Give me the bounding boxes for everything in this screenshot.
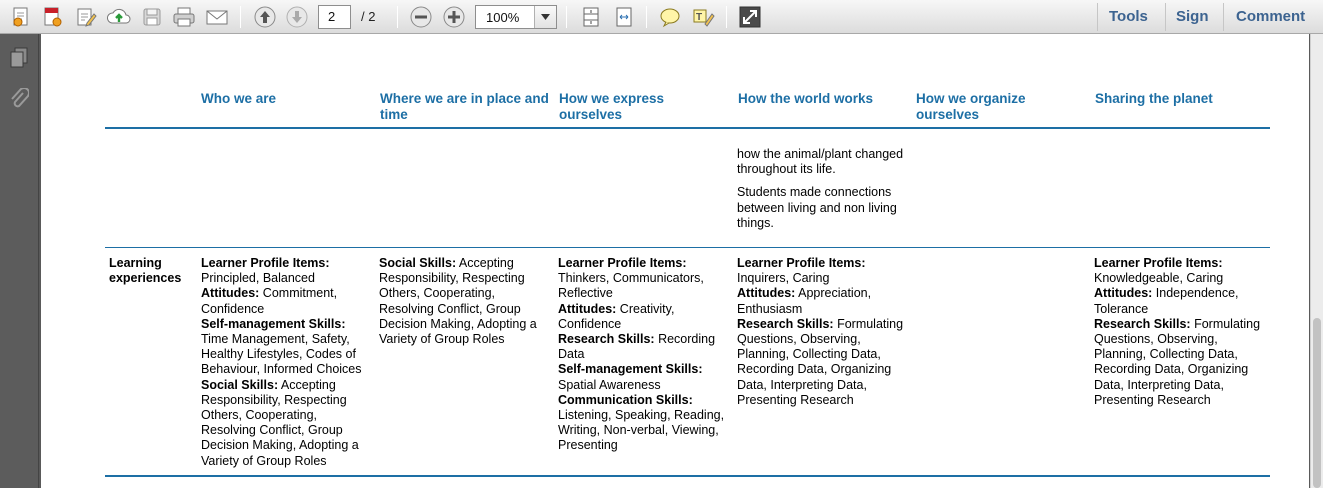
cell-text: Accepting Responsibility, Respecting Others, Cooperating, Resolving Conflict, Group Decision Making, Adopting a Variety of Group Roles xyxy=(379,256,537,347)
cell-text: Formulating Questions, Observing, Planning, Collecting Data, Recording Data, Organizing Data, Interpreting Data, Presenting Research xyxy=(737,316,904,407)
vertical-scrollbar[interactable] xyxy=(1310,34,1323,488)
table-cell xyxy=(379,256,549,347)
table-cell xyxy=(201,256,371,469)
cell-text: how the animal/plant changed throughout its life. xyxy=(737,147,904,177)
toolbar-separator xyxy=(1097,3,1098,31)
toolbar-separator xyxy=(397,6,398,28)
email-icon[interactable] xyxy=(204,4,230,30)
cell-label: Learner Profile Items: xyxy=(201,256,330,270)
cell-text: Creativity, Confidence xyxy=(558,301,675,331)
scrollbar-thumb[interactable] xyxy=(1313,318,1321,488)
page-total: / 2 xyxy=(361,9,376,24)
header-rule xyxy=(105,127,1270,129)
toolbar-separator xyxy=(1223,3,1224,31)
pages-icon[interactable] xyxy=(7,46,31,70)
comment-icon[interactable] xyxy=(657,4,683,30)
cell-text: Recording Data xyxy=(558,332,716,362)
navigation-pane xyxy=(0,34,39,488)
fullscreen-icon[interactable] xyxy=(737,4,763,30)
column-header: Who we are xyxy=(201,91,277,106)
cell-text: Inquirers, Caring xyxy=(737,271,830,286)
cell-label: Research Skills: xyxy=(1094,316,1191,331)
cell-text: Knowledgeable, Caring xyxy=(1094,271,1224,286)
cell-text: Formulating Questions, Observing, Planning, Collecting Data, Recording Data, Organizing Data, Interpreting Data, Presenting Research xyxy=(1094,316,1261,407)
next-page-icon[interactable] xyxy=(284,4,310,30)
column-header: How the world works xyxy=(738,91,874,106)
cell-text: Commitment, Confidence xyxy=(201,286,338,316)
cell-label: Attitudes: xyxy=(1094,286,1153,301)
cell-label: Self-management Skills: xyxy=(201,316,346,331)
cell-label: Communication Skills: xyxy=(558,392,693,407)
comment-button[interactable]: Comment xyxy=(1236,8,1306,25)
zoom-in-icon[interactable] xyxy=(441,4,467,30)
sign-button[interactable]: Sign xyxy=(1176,8,1209,25)
highlight-icon[interactable] xyxy=(690,4,716,30)
cell-text: Spatial Awareness xyxy=(558,377,661,392)
print-icon[interactable] xyxy=(171,4,197,30)
cell-label: Attitudes: xyxy=(558,301,617,316)
cell-text: Time Management, Safety, Healthy Lifestyles, Codes of Behaviour, Informed Choices xyxy=(201,332,362,377)
toolbar-separator xyxy=(646,6,647,28)
cell-label: Social Skills: xyxy=(379,256,457,270)
cell-label: Attitudes: xyxy=(737,286,796,301)
cell-text: Listening, Speaking, Reading, Writing, Non-verbal, Viewing, Presenting xyxy=(558,408,725,453)
row-rule xyxy=(105,247,1270,248)
cell-label: Attitudes: xyxy=(201,286,260,301)
zoom-select[interactable] xyxy=(475,5,557,29)
page-number-input[interactable]: 2 xyxy=(318,5,351,29)
cell-label: Social Skills: xyxy=(201,377,279,392)
cell-text: Students made connections between living and non living things. xyxy=(737,185,897,230)
toolbar-separator xyxy=(1165,3,1166,31)
toolbar-separator xyxy=(566,6,567,28)
table-cell xyxy=(737,147,909,239)
table-cell xyxy=(737,256,907,408)
edit-icon[interactable] xyxy=(73,4,99,30)
cell-label: Research Skills: xyxy=(737,316,834,331)
cell-label: Self-management Skills: xyxy=(558,362,703,377)
cell-text: Appreciation, Enthusiasm xyxy=(737,286,872,316)
create-icon[interactable] xyxy=(40,4,66,30)
create-pdf-icon[interactable] xyxy=(8,4,34,30)
cell-label: Research Skills: xyxy=(558,332,655,347)
row-rule xyxy=(105,475,1270,477)
svg-text:T: T xyxy=(696,12,703,23)
column-header: Where we are in place and time xyxy=(380,91,549,122)
toolbar-separator xyxy=(726,6,727,28)
cell-label: Learner Profile Items: xyxy=(1094,256,1223,270)
toolbar-separator xyxy=(240,6,241,28)
column-header: How we organize ourselves xyxy=(916,91,1026,122)
chevron-down-icon[interactable] xyxy=(534,6,556,28)
zoom-out-icon[interactable] xyxy=(408,4,434,30)
save-icon[interactable] xyxy=(139,4,165,30)
previous-page-icon[interactable] xyxy=(252,4,278,30)
zoom-value: 100% xyxy=(486,10,520,25)
column-header: How we express ourselves xyxy=(559,91,665,122)
fit-width-icon[interactable] xyxy=(611,4,637,30)
cell-label: Learner Profile Items: xyxy=(558,256,687,270)
cell-label: Learner Profile Items: xyxy=(737,256,866,270)
table-cell xyxy=(1094,256,1264,408)
cell-text: Thinkers, Communicators, Reflective xyxy=(558,271,704,301)
row-label: Learning experiences xyxy=(109,256,182,286)
cell-text: Accepting Responsibility, Respecting Others, Cooperating, Resolving Conflict, Group Decision Making, Adopting a Variety of Group Roles xyxy=(201,377,359,468)
pdf-page xyxy=(41,34,1309,488)
cell-text: Independence, Tolerance xyxy=(1094,286,1239,316)
upload-icon[interactable] xyxy=(106,4,132,30)
attachments-icon[interactable] xyxy=(7,87,31,111)
toolbar xyxy=(0,0,1323,34)
table-cell xyxy=(558,256,728,454)
fit-page-icon[interactable] xyxy=(578,4,604,30)
column-header: Sharing the planet xyxy=(1095,91,1213,106)
cell-text: Principled, Balanced xyxy=(201,271,315,286)
tools-button[interactable]: Tools xyxy=(1109,8,1148,25)
